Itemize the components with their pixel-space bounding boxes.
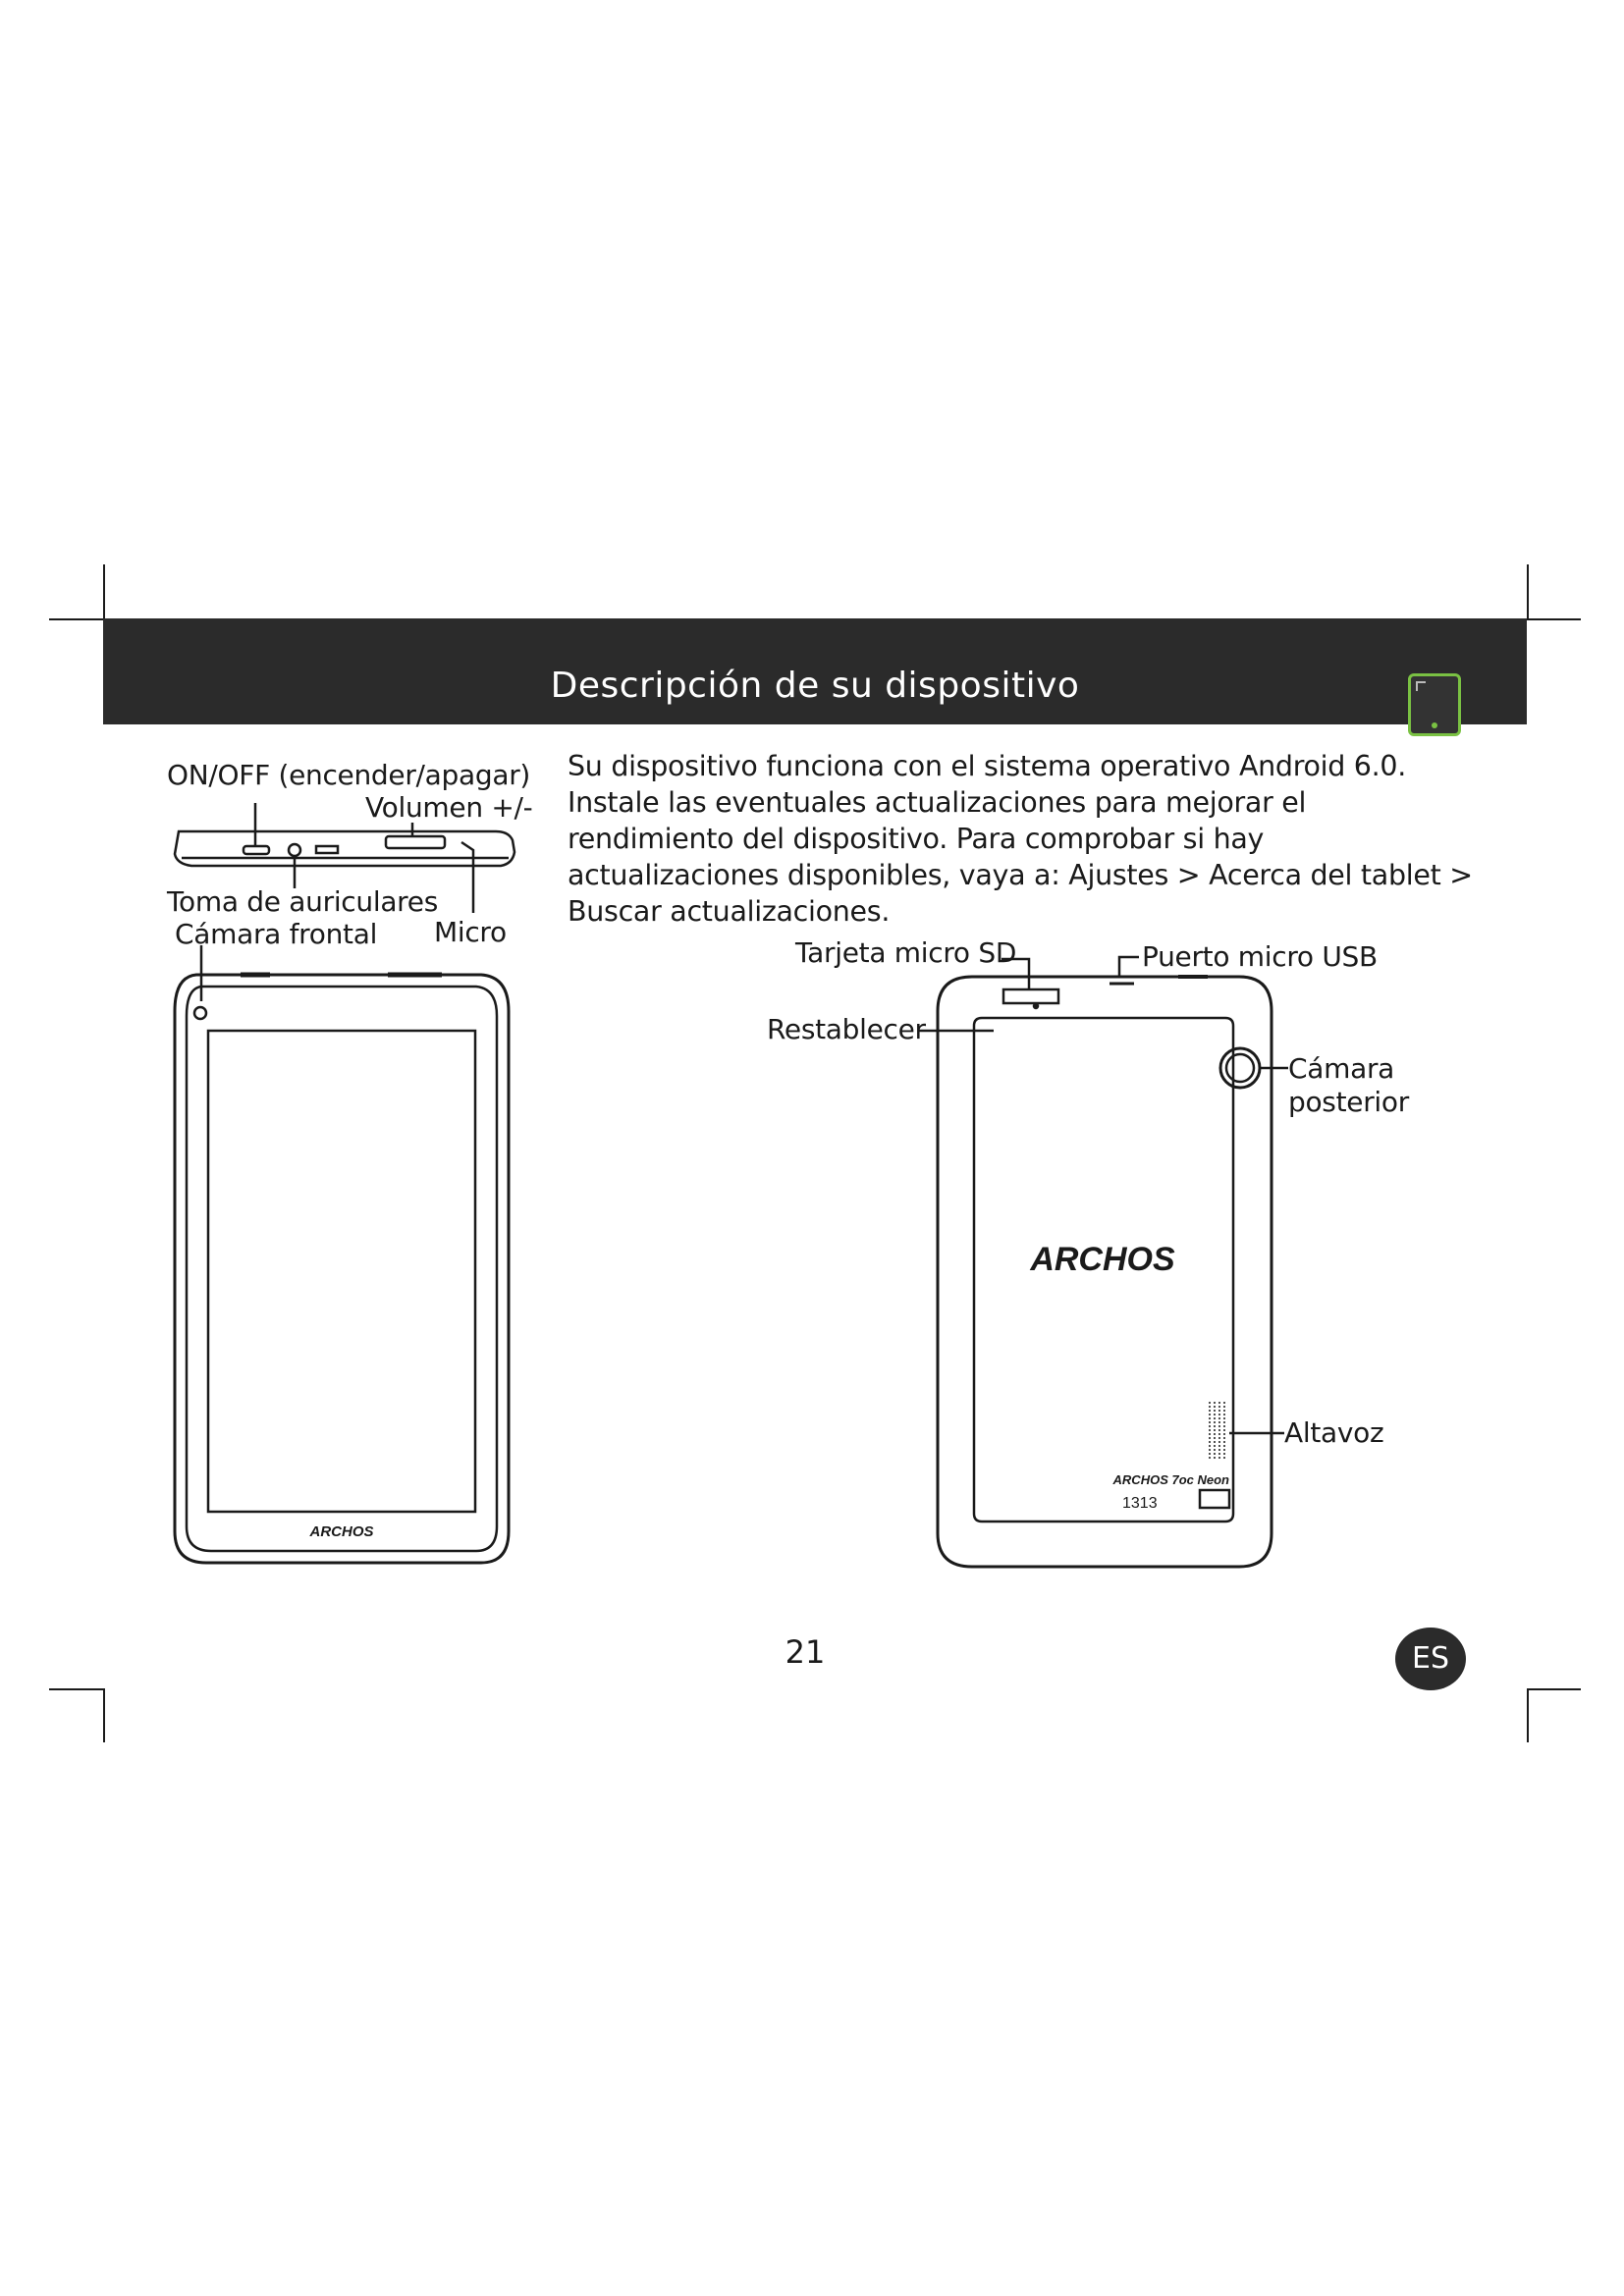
headphone-jack-shape	[289, 844, 300, 856]
leader-usb	[1119, 957, 1139, 977]
label-rear-camera-1: Cámara	[1288, 1052, 1395, 1085]
front-logo: ARCHOS	[309, 1523, 374, 1540]
language-badge: ES	[1395, 1628, 1466, 1690]
front-screen	[208, 1031, 475, 1512]
page-number: 21	[785, 1633, 826, 1671]
front-body-outer	[175, 975, 509, 1563]
label-box-shape	[1200, 1490, 1229, 1508]
page-title: Descripción de su dispositivo	[550, 666, 1080, 706]
cert-number: 1313	[1122, 1495, 1158, 1512]
back-model-label: ARCHOS 7oc Neon	[1112, 1472, 1229, 1487]
label-reset: Restablecer	[767, 1013, 926, 1045]
label-rear-camera-2: posterior	[1288, 1086, 1409, 1118]
label-micro: Micro	[434, 916, 507, 948]
label-volume: Volumen +/-	[365, 791, 533, 824]
power-button-shape	[244, 846, 269, 854]
label-sd-card: Tarjeta micro SD	[795, 936, 1017, 969]
reset-hole-shape	[1034, 1004, 1038, 1008]
volume-rocker-shape	[386, 836, 445, 848]
label-usb-port: Puerto micro USB	[1142, 940, 1378, 973]
intro-paragraph	[568, 748, 1481, 930]
label-speaker: Altavoz	[1284, 1416, 1384, 1449]
micro-usb-shape	[316, 846, 338, 853]
side-view-outline	[175, 831, 514, 866]
back-logo: ARCHOS	[1030, 1241, 1175, 1278]
rear-camera-inner	[1226, 1054, 1254, 1082]
intro-text: Su dispositivo funciona con el sistema operativo Android 6.0. Instale las eventuales actualizaciones para mejorar el rendimiento del dispositivo. Para comprobar si hay actualizaciones disponibles, vaya a: Ajustes > Acerca del tablet > Buscar actualizaciones.	[568, 750, 1473, 928]
label-on-off: ON/OFF (encender/apagar)	[167, 759, 531, 791]
sd-slot-shape	[1003, 989, 1058, 1003]
label-headphone-jack: Toma de auriculares	[167, 885, 438, 918]
front-body-inner	[187, 987, 497, 1551]
speaker-grille	[1210, 1402, 1224, 1461]
label-front-camera: Cámara frontal	[175, 918, 378, 950]
front-camera-lens	[194, 1007, 206, 1019]
leader-micro	[461, 842, 473, 913]
